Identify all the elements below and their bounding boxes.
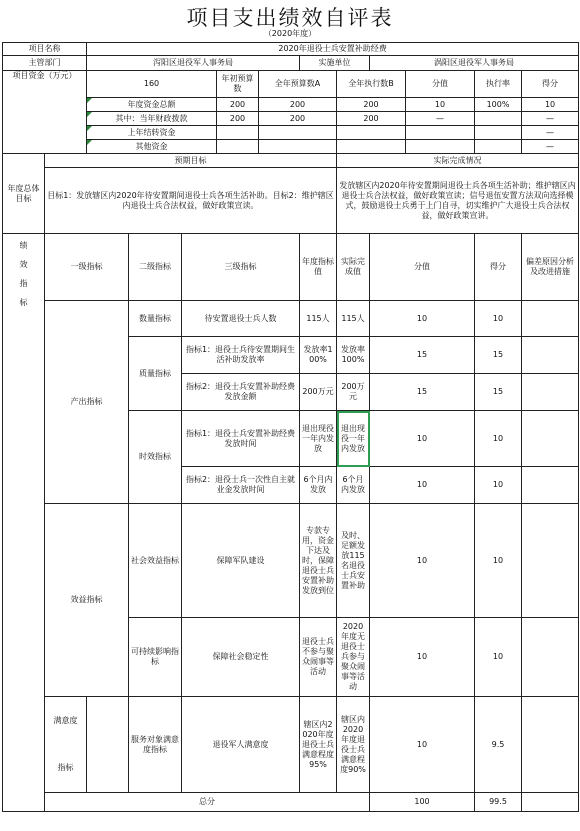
actual-goal-text[interactable]: 发放辖区内2020年待安置期间退役士兵各项生活补助；维护辖区内退役士兵合法权益，做好政策宣读；信号退伍安置方法双向选择模式，鼓励退役士兵勇于上门自寻，切实维护广大退役士兵合法权益，做好政策宣讲。 [337,168,579,234]
level2-qty: 数量指标 [129,301,182,337]
total-label: 总分 [45,793,370,812]
funds-header-score-max: 分值 [406,71,475,98]
funds-cell[interactable]: 200 [259,98,337,112]
funds-cell[interactable] [217,140,259,154]
indicator-deviation[interactable] [522,467,579,504]
funds-value[interactable]: 160 [87,71,217,98]
indicator-actual[interactable]: 115人 [337,301,370,337]
funds-cell[interactable]: 200 [337,98,406,112]
funds-cell[interactable]: — [522,140,579,154]
indicator-deviation[interactable] [522,374,579,411]
indicator-deviation[interactable] [522,337,579,374]
indicator-name: 待安置退役士兵人数 [182,301,300,337]
unit-value[interactable]: 涡阳区退役军人事务局 [370,56,579,71]
indicator-target[interactable]: 专款专用，资金下达及时，保障退役士兵安置补助发放到位 [300,504,337,618]
indicator-score-max[interactable]: 10 [370,504,475,618]
expected-goal-header: 预期目标 [45,154,337,168]
level2-social: 社会效益指标 [129,504,182,618]
level1-output: 产出指标 [45,301,129,504]
year-subtitle: （2020年度） [263,29,317,38]
indicator-actual[interactable]: 2020年度无退役士兵参与聚众闹事等活动 [337,618,370,697]
annual-goal-label: 年度总体目标 [3,154,45,234]
funds-cell[interactable] [337,126,406,140]
expected-goal-text[interactable]: 目标1：发放辖区内2020年待安置期间退役士兵各项生活补助。目标2：维护辖区内退役士兵合法权益，做好政策宣读。 [45,168,337,234]
indicator-score[interactable]: 15 [475,374,522,411]
indicator-name: 指标1：退役士兵安置补助经费发放时间 [182,411,300,467]
indicator-score-max[interactable]: 10 [370,301,475,337]
total-score[interactable]: 99.5 [475,793,522,812]
level2-service: 服务对象满意度指标 [129,697,182,793]
indicator-score-max[interactable]: 10 [370,697,475,793]
funds-header-executed: 全年执行数B [337,71,406,98]
unit-label: 实施单位 [300,56,370,71]
level2-sustain: 可持续影响指标 [129,618,182,697]
indicator-name: 指标1：退役士兵待安置期间生活补助发放率 [182,337,300,374]
indicator-target[interactable]: 退役士兵不参与聚众闹事等活动 [300,618,337,697]
total-max[interactable]: 100 [370,793,475,812]
indicator-score-max[interactable]: 10 [370,618,475,697]
indicator-actual[interactable]: 6个月内发放 [337,467,370,504]
funds-cell[interactable]: 100% [475,98,522,112]
header-score-max: 分值 [370,234,475,301]
indicator-name: 保障军队建设 [182,504,300,618]
funds-cell[interactable] [259,140,337,154]
funds-cell[interactable] [217,126,259,140]
funds-cell[interactable]: 200 [217,98,259,112]
level1-satisfaction-b: 指标 [45,745,87,793]
level1-satisfaction-gap [87,697,129,793]
funds-cell[interactable]: — [522,112,579,126]
indicator-target[interactable]: 辖区内2020年度退役士兵满意程度95% [300,697,337,793]
indicator-deviation[interactable] [522,697,579,793]
funds-cell[interactable] [406,140,475,154]
header-level1: 一级指标 [45,234,129,301]
indicator-score-max[interactable]: 15 [370,374,475,411]
funds-cell[interactable]: 200 [217,112,259,126]
indicator-score[interactable]: 10 [475,467,522,504]
indicator-score-max[interactable]: 10 [370,467,475,504]
funds-cell[interactable]: — [406,112,475,126]
project-name-label: 项目名称 [3,43,87,56]
indicator-actual-selected-cell[interactable]: 退出现役一年内发放 [337,411,370,467]
funds-cell[interactable]: 10 [522,98,579,112]
indicator-deviation[interactable] [522,504,579,618]
funds-header-initial: 年初预算数 [217,71,259,98]
indicator-name: 指标2：退役士兵一次性自主就业金发放时间 [182,467,300,504]
header-score: 得分 [475,234,522,301]
indicator-name: 保障社会稳定性 [182,618,300,697]
header-target: 年度指标值 [300,234,337,301]
indicator-target[interactable]: 115人 [300,301,337,337]
indicator-target[interactable]: 6个月内发放 [300,467,337,504]
funds-cell[interactable]: 200 [337,112,406,126]
actual-goal-header: 实际完成情况 [337,154,579,168]
indicator-score-max[interactable]: 10 [370,411,475,467]
funds-cell[interactable]: 200 [259,112,337,126]
evaluation-table [2,42,579,812]
indicator-score-max[interactable]: 15 [370,337,475,374]
funds-row-label: 其中：当年财政拨款 [87,112,217,126]
indicator-score[interactable]: 15 [475,337,522,374]
funds-cell[interactable]: 10 [406,98,475,112]
funds-label: 项目资金（万元） [3,71,87,154]
total-deviation[interactable] [522,793,579,812]
indicator-name: 指标2：退役士兵安置补助经费发放金额 [182,374,300,411]
page-title: 项目支出绩效自评表 [186,6,394,30]
header-actual: 实际完成值 [337,234,370,301]
funds-cell[interactable] [406,126,475,140]
indicator-actual[interactable]: 发放率100% [337,337,370,374]
funds-header-score: 得分 [522,71,579,98]
header-deviation: 偏差原因分析及改进措施 [522,234,579,301]
funds-cell[interactable] [475,140,522,154]
level2-quality: 质量指标 [129,337,182,411]
funds-cell[interactable] [337,140,406,154]
indicator-score[interactable]: 10 [475,618,522,697]
indicator-score[interactable]: 10 [475,411,522,467]
funds-cell[interactable] [475,112,522,126]
indicator-actual[interactable]: 及时、足额发放115名退役士兵安置补助 [337,504,370,618]
project-name-value[interactable]: 2020年退役士兵安置补助经费 [87,43,579,56]
indicator-deviation[interactable] [522,618,579,697]
funds-cell[interactable] [259,126,337,140]
indicator-actual[interactable]: 200万元 [337,374,370,411]
indicator-score[interactable]: 9.5 [475,697,522,793]
funds-row-label: 其他资金 [87,140,217,154]
funds-row-label: 上年结转资金 [87,126,217,140]
indicator-score[interactable]: 10 [475,504,522,618]
header-level3: 三级指标 [182,234,300,301]
indicator-name: 退役军人满意度 [182,697,300,793]
funds-header-budget: 全年预算数A [259,71,337,98]
indicator-target[interactable]: 200万元 [300,374,337,411]
indicator-target[interactable]: 退出现役一年内发放 [300,411,337,467]
dept-label: 主管部门 [3,56,87,71]
level1-benefit: 效益指标 [45,504,129,697]
indicator-deviation[interactable] [522,301,579,337]
indicator-actual[interactable]: 辖区内2020年度退役士兵满意程度90% [337,697,370,793]
indicator-target[interactable]: 发放率100% [300,337,337,374]
header-level2: 二级指标 [129,234,182,301]
dept-value[interactable]: 泻阳区退役军人事务局 [87,56,300,71]
funds-cell[interactable] [475,126,522,140]
funds-cell[interactable]: — [522,126,579,140]
funds-header-rate: 执行率 [475,71,522,98]
level1-satisfaction-a: 满意度 [45,697,87,745]
funds-row-label: 年度资金总额 [87,98,217,112]
performance-label: 绩 效 指 标 [3,234,45,812]
indicator-deviation[interactable] [522,411,579,467]
level2-time: 时效指标 [129,411,182,504]
indicator-score[interactable]: 10 [475,301,522,337]
